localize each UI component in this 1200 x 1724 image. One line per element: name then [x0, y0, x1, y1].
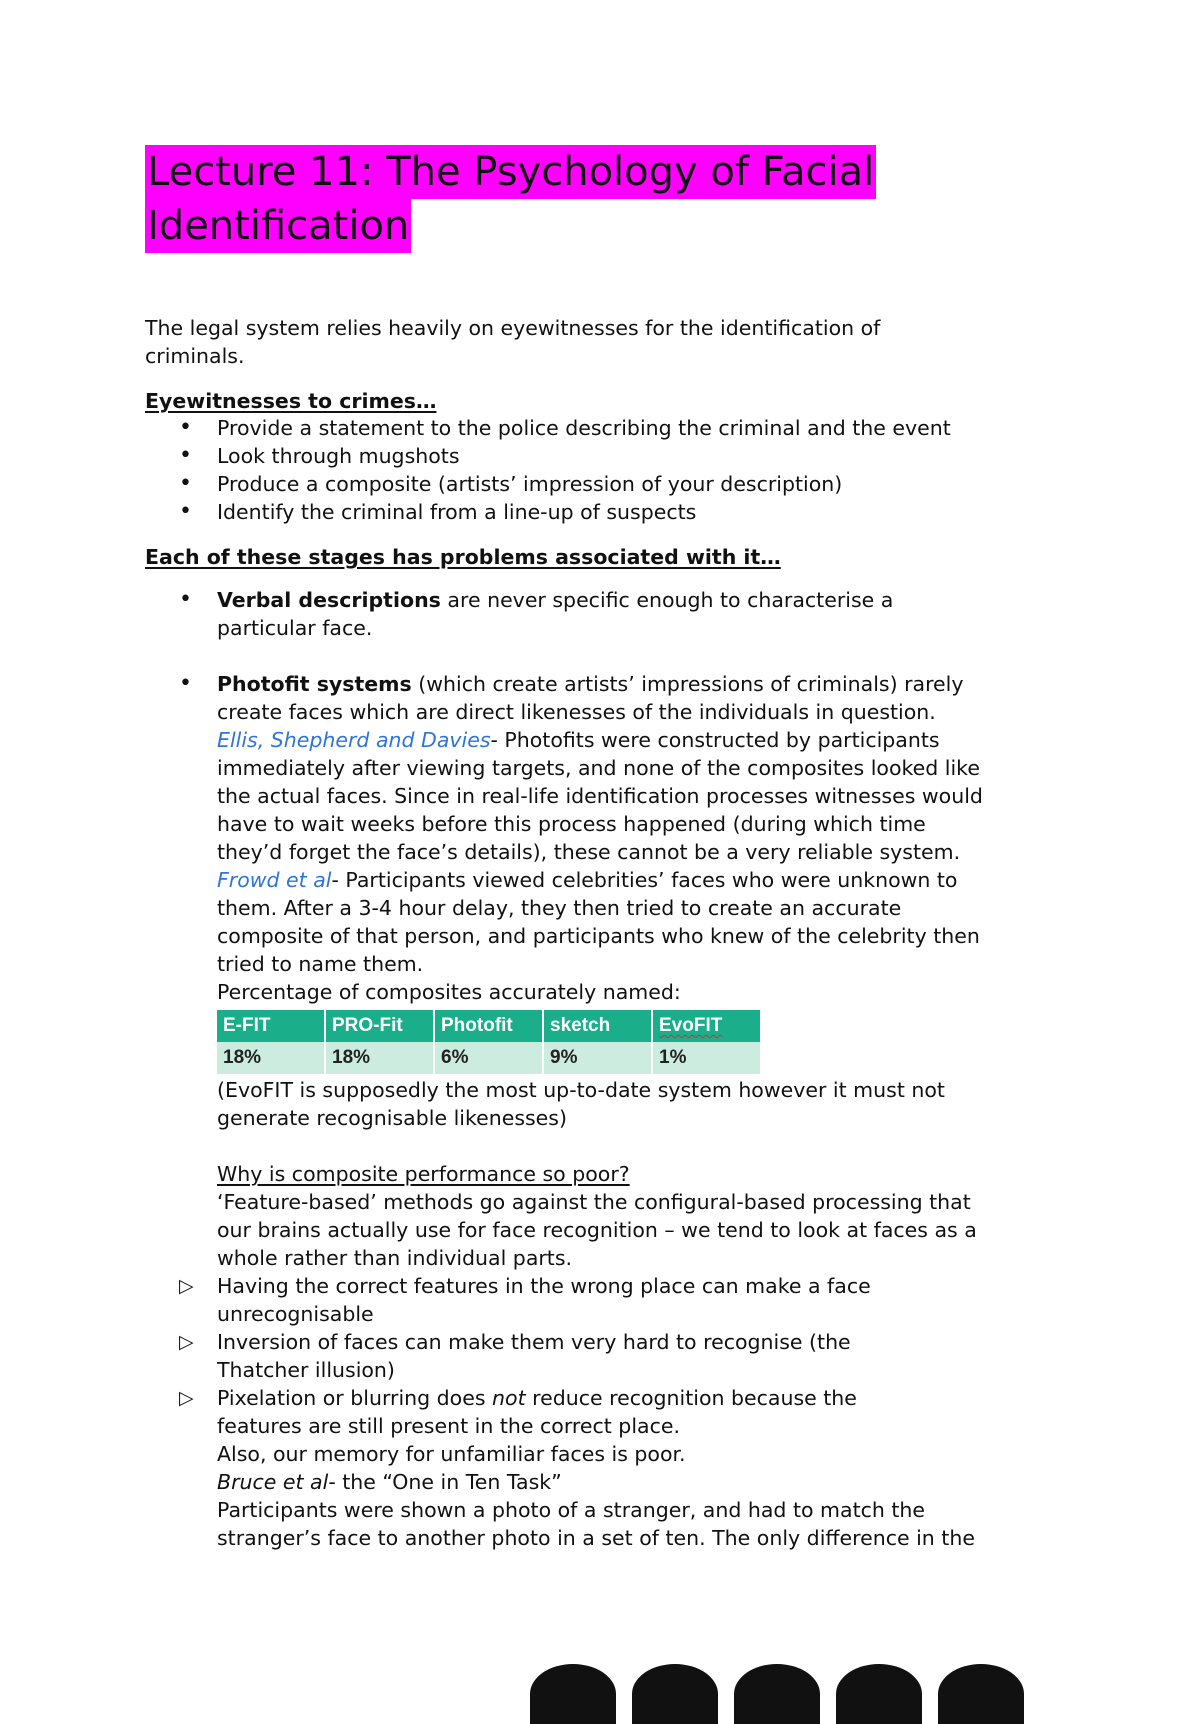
reasons-list [145, 1272, 1075, 1440]
triangle-bullet-icon: ▷ [179, 1275, 194, 1297]
composites-table [215, 1010, 762, 1074]
title-line-2: Identification [145, 199, 411, 253]
table-header-row [217, 1010, 760, 1042]
table-header-cell: E-FIT [217, 1010, 324, 1042]
page-title [145, 145, 975, 253]
table-cell: 6% [435, 1042, 542, 1074]
list-item: • Look through mugshots [145, 442, 1075, 470]
table-cell: 1% [653, 1042, 760, 1074]
triangle-bullet-icon: ▷ [179, 1331, 194, 1353]
table-cell: 18% [217, 1042, 324, 1074]
bullet-icon: • [179, 671, 192, 696]
citation-bruce: Bruce et al [217, 1470, 329, 1494]
table-header-cell: EvoFIT [653, 1010, 760, 1042]
face-photos-image [520, 1664, 1040, 1704]
eyewitness-list [145, 414, 1075, 526]
table-row [217, 1042, 760, 1074]
face-silhouette [734, 1664, 820, 1724]
face-silhouette [836, 1664, 922, 1724]
citation-ellis: Ellis, Shepherd and Davies [217, 728, 491, 752]
face-silhouette [938, 1664, 1024, 1724]
subheading-why-poor: Why is composite performance so poor? [217, 1162, 630, 1186]
bullet-verbal-descriptions: • Verbal descriptions are never specific enough to characterise a particular face. [179, 587, 894, 640]
list-item: • Produce a composite (artists’ impression of your description) [145, 470, 1075, 498]
list-item: ▷ Having the correct features in the wrong place can make a face unrecognisable [179, 1274, 871, 1326]
list-item: • Provide a statement to the police describing the criminal and the event [145, 414, 1075, 442]
intro-paragraph: The legal system relies heavily on eyewitnesses for the identification of criminals. [145, 316, 881, 368]
list-item: ▷ Pixelation or blurring does not reduce recognition because the features are still present in the correct place. [179, 1386, 857, 1438]
triangle-bullet-icon: ▷ [179, 1387, 194, 1409]
list-item: ▷ Inversion of faces can make them very hard to recognise (the Thatcher illusion) [179, 1330, 851, 1382]
table-cell: 18% [326, 1042, 433, 1074]
bullet-photofit-systems: • Photofit systems (which create artists’ impressions of criminals) rarely create faces which are direct likenesses of the individuals in question. Ellis, Shepherd and Davies- Photofits were constructed by participants immediately after viewing targets, and none of the composites looked like the actual faces. Since in real-life identification processes witnesses would have to wait weeks before this process happened (during which time they’d forget the face’s details), these cannot be a very reliable system. Frowd et al- Participants viewed celebrities’ faces who were unknown to them. After a 3-4 hour delay, they then tried to create an accurate composite of that person, and participants who knew of the celebrity then tried to name them. Percentage of composites accurately named: E-FIT PRO-Fit Photofit sketch EvoFIT 18% 18% 6% 9% 1% (EvoFIT is supposedly the most up-to-date system however it must not generate recognisable likenesses) Why is composite performance so poor? ‘Feature-based’ methods go against the configural-based processing that our brains actually use for face recognition – we tend to look at faces as a whole rather than individual parts. ▷ Having the correct features in the wrong place can make a face unrecognisable ▷ Inversion of faces can make them very hard to recognise (the Thatcher illusion) ▷ Pixelation or blurring does not reduce recognition because the features are still present in the correct place. Also, our memory for unfamiliar faces is poor. Bruce et al- the “One in Ten Task” Participants were shown a photo of a stranger, and had to match the stranger’s face to another photo in a set of ten. The only difference in the [145, 670, 1075, 1552]
list-item: • Identify the criminal from a line-up of suspects [145, 498, 1075, 526]
title-line-1: Lecture 11: The Psychology of Facial [145, 145, 876, 199]
face-silhouette [632, 1664, 718, 1724]
table-header-cell: PRO-Fit [326, 1010, 433, 1042]
citation-frowd: Frowd et al [217, 868, 332, 892]
bullet-icon: • [179, 587, 192, 612]
table-cell: 9% [544, 1042, 651, 1074]
table-header-cell: sketch [544, 1010, 651, 1042]
section-heading-problems: Each of these stages has problems associated with it… [145, 545, 781, 569]
face-silhouette [530, 1664, 616, 1724]
section-heading-eyewitnesses: Eyewitnesses to crimes… [145, 389, 437, 413]
table-header-cell: Photofit [435, 1010, 542, 1042]
